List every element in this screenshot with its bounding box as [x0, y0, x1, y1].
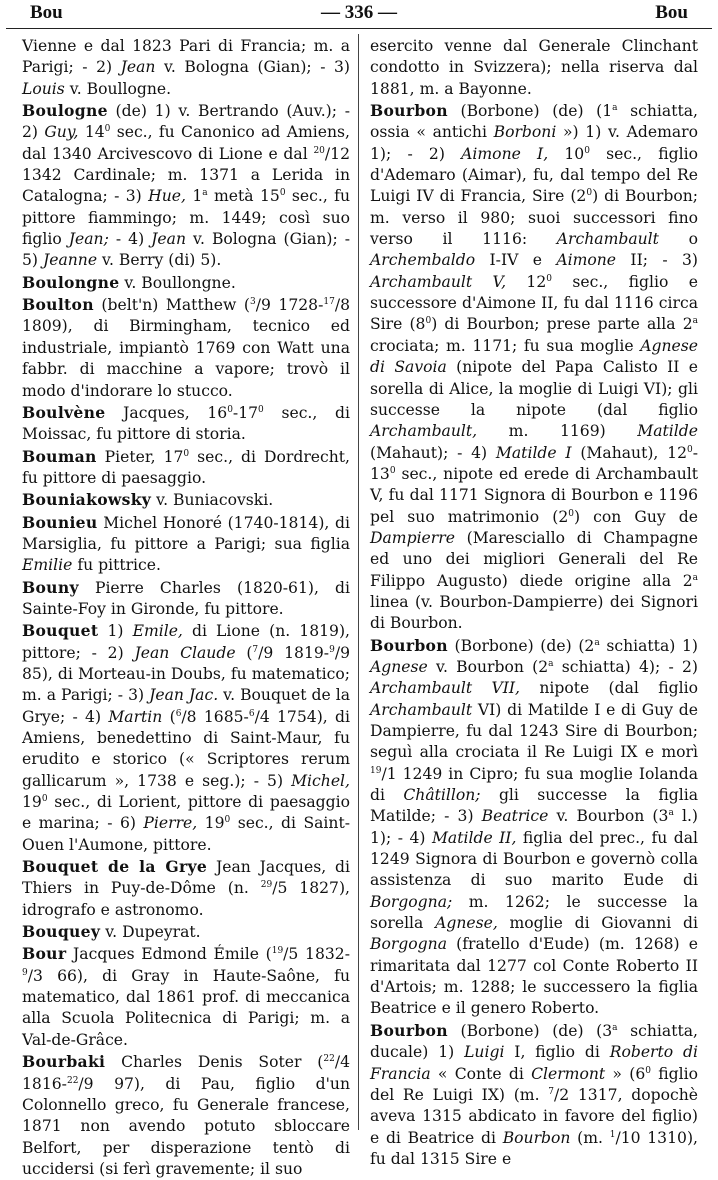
entry-headword: Boulton	[22, 295, 94, 315]
entry-text: /4 1816-	[22, 1053, 350, 1093]
superscript: 29	[260, 880, 273, 891]
italic-name: Emile,	[132, 622, 183, 641]
italic-name: Archambault V,	[370, 272, 507, 291]
entry-headword: Bour	[22, 944, 67, 964]
italic-name: Aimone I,	[461, 144, 549, 163]
italic-name: Bourbon	[502, 1128, 571, 1147]
italic-name: Matilde I	[495, 443, 572, 462]
entry-text: metà 15	[207, 187, 280, 206]
entry-text: II; - 3)	[616, 251, 698, 270]
superscript: 17	[323, 296, 335, 307]
italic-name: Beatrice	[481, 807, 549, 826]
dictionary-entry	[22, 446, 350, 490]
entry-text: (Borbone) (de) (2	[447, 636, 595, 655]
entry-headword: Boulvène	[22, 402, 106, 422]
entry-text: (fratello d'Eude) (m. 1268) e rimaritata dal 1277 col Conte Roberto II d'Artois; m. 1288; le successero la figlia Beatrice e il genero Roberto.	[370, 935, 698, 1018]
superscript: 0	[389, 465, 396, 476]
superscript: a	[668, 808, 674, 819]
superscript: 3	[249, 296, 256, 307]
superscript: 9	[329, 644, 335, 655]
entry-text: Pieter, 17	[96, 447, 184, 466]
superscript: 9	[22, 967, 28, 978]
entry-text: schiatta, ducale) 1)	[370, 1021, 698, 1062]
entry-text: v. Bourbon (3	[548, 807, 669, 826]
superscript: 19	[271, 946, 284, 957]
entry-continuation	[370, 36, 698, 100]
entry-text: ) con Guy de	[574, 507, 698, 526]
entry-headword: Bourbaki	[22, 1052, 106, 1072]
entry-text: v. Bologna (Gian); - 5)	[22, 230, 350, 270]
entry-text: gli successe la figlia Matilde; - 3)	[370, 786, 698, 826]
superscript: 0	[258, 404, 264, 415]
superscript: 0	[227, 404, 233, 415]
italic-name: Jean;	[68, 230, 109, 249]
entry-text: (Mahaut), 12	[571, 443, 687, 462]
italic-name: Archambault VII,	[370, 679, 521, 698]
entry-text: ) di Bourbon; prese parte alla 2	[431, 315, 693, 334]
page-number: — 336 —	[321, 2, 397, 23]
italic-name: Clermont	[531, 1064, 606, 1083]
entry-text: /9 97), di Pau, figlio d'un Colonnello greco, fu Generale francese, 1871 non avendo potuto sbloccare Belfort, per disperazione tentò di uccidersi (si ferì gravemente; il suo	[22, 1074, 350, 1178]
entry-text: /8 1809), di Birmingham, tecnico ed industriale, impiantò 1769 con Watt una fabbr. di macchine a vapore; trovò il modo d'indorare lo stucco.	[22, 296, 350, 400]
italic-name: Guy,	[44, 123, 79, 142]
superscript: 22	[66, 1075, 79, 1086]
superscript: a	[612, 1022, 618, 1033]
entry-text: crociata; m. 1171; fu sua moglie	[370, 336, 641, 355]
superscript: 0	[568, 508, 574, 519]
entry-headword: Bourbon	[370, 1020, 448, 1040]
superscript: 6	[175, 708, 182, 719]
dictionary-entry	[22, 577, 350, 621]
italic-name: Borgogna;	[370, 892, 453, 911]
entry-text: (Maresciallo di Champagne ed uno dei migliori Generali del Re Filippo Augusto) diede origine alla 2	[370, 528, 698, 590]
entry-text: /12 1342 Cardinale; m. 1371 a Lerida in Catalogna; - 3)	[22, 144, 350, 206]
entry-text: /9 85), di Morteau-in Doubs, fu matematico; m. a Parigi; - 3)	[22, 643, 350, 705]
entry-text: sec., fu pittore fiammingo; m. 1449; così suo figlio	[22, 187, 350, 249]
entry-text: 10	[548, 144, 585, 163]
entry-text: (Mahaut); - 4)	[370, 443, 496, 462]
entry-text: o	[658, 230, 698, 249]
dictionary-entry	[22, 489, 350, 511]
entry-text: (nipote del Papa Calisto II e sorella di Alice, la moglie di Luigi VI); gli successe la nipote (dal figlio	[370, 358, 698, 419]
header-left-guideword: Bou	[30, 2, 63, 23]
superscript: 0	[546, 273, 552, 284]
italic-name: Agnese,	[435, 914, 498, 933]
italic-name: Dampierre	[370, 528, 455, 547]
entry-headword: Bouquet de la Grye	[22, 857, 208, 877]
entry-text: /2 1317, dopochè aveva 1315 abdicato in favore del figlio) e di Beatrice di	[370, 1085, 698, 1147]
superscript: a	[548, 658, 554, 669]
entry-text: 1)	[98, 622, 133, 641]
entry-text: ) di Bourbon; m. verso il 980; suoi successori fino verso il 1116:	[370, 187, 698, 249]
entry-text: /9 1728-	[255, 296, 324, 315]
entry-text: sec., di Dordrecht, fu pittore di paesaggio.	[22, 447, 351, 487]
italic-name: Hue,	[148, 187, 186, 206]
entry-text: 19	[22, 793, 42, 812]
superscript: a	[692, 316, 698, 327]
superscript: a	[594, 637, 600, 648]
entry-text: sec., nipote ed erede di Archambault V, fu dal 1171 Signora di Bourbon e 1196 pel suo matrimonio (2	[370, 464, 698, 526]
right-column	[370, 36, 698, 1170]
entry-text: /8 1685-	[181, 707, 249, 726]
dictionary-entry	[370, 1020, 698, 1170]
entry-text: Pierre Charles (1820-61), di Sainte-Foy in Gironde, fu pittore.	[22, 578, 350, 618]
entry-text: (	[235, 643, 253, 662]
left-column	[22, 36, 350, 1180]
entry-headword: Bouquet	[22, 621, 99, 641]
italic-name: Martin	[108, 707, 163, 726]
superscript: 0	[645, 1065, 651, 1076]
entry-text: fu pittrice.	[72, 556, 161, 575]
italic-name: Archambault,	[370, 422, 478, 441]
italic-name: Aimone	[556, 251, 617, 270]
entry-text: (Borbone) (de) (1	[447, 102, 613, 121]
entry-text: di Lione (n. 1819), pittore; - 2)	[22, 622, 351, 662]
dictionary-entry	[22, 943, 350, 1051]
italic-name: Châtillon;	[403, 786, 481, 805]
entry-text: 14	[78, 123, 105, 142]
italic-name: Jean Claude	[134, 643, 236, 662]
entry-text: /10 1310), fu dal 1315 Sire e	[370, 1128, 698, 1168]
entry-text: /4 1754), di Amiens, benedettino di Saint-Maur, fu erudito e storico (« Scriptores rerum gallicarum », 1738 e seg.); - 5)	[22, 707, 350, 790]
entry-text: sec., figlio d'Ademaro (Aimar), fu, dal tempo del Re Luigi IV di Francia, Sire (2	[370, 144, 698, 206]
entry-text: v. Bologna (Gian); - 3)	[155, 58, 350, 77]
italic-name: Borgogna	[370, 935, 447, 954]
dictionary-entry	[22, 921, 350, 943]
entry-text: linea (v. Bourbon-Dampierre) dei Signori di Bourbon.	[370, 592, 698, 633]
italic-name: Archambault	[370, 700, 473, 719]
entry-text: m. 1169)	[477, 422, 638, 441]
italic-name: Archambault	[556, 230, 659, 249]
italic-name: Emilie	[22, 556, 73, 575]
running-header	[0, 0, 718, 26]
dictionary-entry	[22, 294, 350, 402]
entry-text: schiatta) 1)	[599, 636, 698, 655]
entry-headword: Boulongne	[22, 272, 120, 292]
entry-text: VI) di Matilde I e di Guy de Dampierre, fu dal 1243 Sire di Bourbon; seguì alla crociata il Re Luigi IX e morì	[370, 700, 698, 762]
entry-text: v. Dupeyrat.	[100, 923, 201, 942]
entry-text: « Conte di	[430, 1064, 532, 1083]
entry-text: (m.	[570, 1128, 610, 1147]
dictionary-entry	[370, 100, 698, 635]
italic-name: Jean Jac.	[149, 686, 219, 705]
superscript: 0	[41, 793, 48, 804]
entry-text: - 4)	[108, 230, 152, 249]
dictionary-entry	[22, 272, 350, 294]
superscript: a	[692, 572, 698, 583]
italic-name: Jeanne	[42, 251, 98, 270]
entry-text: (	[162, 707, 176, 726]
superscript: 0	[224, 815, 231, 826]
entry-text: /5 1827), idrografo e astronomo.	[22, 879, 351, 919]
entry-text: schiatta, ossia « antichi	[370, 102, 698, 142]
italic-name: Louis	[22, 79, 65, 98]
superscript: 20	[313, 145, 325, 156]
italic-name: Roberto di Francia	[370, 1043, 698, 1083]
superscript: 1	[609, 1129, 616, 1140]
entry-text: Jean Jacques, di Thiers in Puy-de-Dôme (n.	[22, 858, 350, 898]
italic-name: Luigi	[464, 1043, 505, 1062]
entry-text: v. Boullongne.	[119, 273, 236, 292]
italic-name: Matilde II,	[431, 828, 517, 847]
entry-text: (Borbone) (de) (3	[447, 1021, 613, 1040]
dictionary-entry	[370, 635, 698, 1020]
entry-headword: Bouniakowsky	[22, 490, 152, 510]
entry-headword: Bourbon	[370, 635, 448, 655]
entry-text: Jacques Edmond Émile (	[66, 945, 272, 964]
column-divider	[358, 34, 359, 1130]
italic-name: Agnese	[370, 657, 428, 676]
italic-name: Archembaldo	[370, 251, 476, 270]
entry-text: figlio del Re Luigi IX) (m.	[370, 1064, 698, 1104]
superscript: 0	[183, 448, 190, 459]
entry-headword: Bouman	[22, 446, 97, 466]
superscript: a	[202, 188, 208, 199]
dictionary-entry	[22, 402, 350, 446]
entry-text: nipote (dal figlio	[520, 679, 698, 698]
entry-text: sec., di Saint-Ouen l'Aumone, pittore.	[22, 814, 350, 854]
entry-text: -17	[232, 403, 259, 422]
superscript: 7	[252, 644, 259, 655]
entry-headword: Bounieu	[22, 512, 98, 532]
header-rule	[6, 28, 712, 29]
entry-text: sec., di Lorient, pittore di paesaggio e marina; - 6)	[22, 793, 350, 833]
entry-text: I, figlio di	[504, 1043, 610, 1062]
superscript: 0	[584, 145, 590, 156]
entry-headword: Bouquey	[22, 922, 101, 942]
entry-headword: Boulogne	[22, 101, 108, 121]
italic-name: Borboni	[493, 123, 557, 142]
italic-name: Michel,	[291, 771, 350, 790]
entry-text: I-IV e	[475, 251, 557, 270]
entry-text: (belt'n) Matthew (	[93, 296, 250, 315]
entry-continuation	[22, 36, 350, 100]
entry-text: sec., figlio e successore d'Aimone II, fu dal 1116 circa Sire (8	[370, 272, 698, 334]
entry-text: 19	[197, 814, 225, 833]
entry-text: 1	[185, 187, 203, 206]
entry-text: moglie di Giovanni di	[497, 914, 698, 933]
dictionary-entry	[22, 100, 350, 272]
entry-text: v. Bouquet de la Grye; - 4)	[22, 686, 350, 726]
entry-text: (de) 1) v. Bertrando (Auv.); - 2)	[22, 102, 350, 142]
entry-text: » (6	[605, 1064, 646, 1083]
superscript: 22	[323, 1053, 335, 1064]
entry-text: l.) 1); - 4)	[370, 807, 698, 847]
entry-headword: Bourbon	[370, 101, 448, 121]
superscript: 6	[248, 708, 255, 719]
italic-name: Jean	[151, 230, 186, 249]
superscript: a	[612, 102, 618, 113]
entry-text: ») 1) v. Ademaro 1); - 2)	[370, 123, 698, 163]
entry-text: Charles Denis Soter (	[105, 1053, 324, 1072]
entry-text: Jacques, 16	[105, 403, 228, 422]
dictionary-entry	[22, 512, 350, 577]
entry-text: v. Berry (di) 5).	[97, 251, 222, 270]
dictionary-entry	[22, 856, 350, 921]
superscript: 19	[370, 765, 382, 776]
superscript: 0	[586, 188, 593, 199]
superscript: 0	[425, 316, 432, 327]
dictionary-entry	[22, 1051, 350, 1180]
entry-text: schiatta) 4); - 2)	[553, 657, 698, 676]
superscript: 0	[104, 124, 111, 135]
entry-text: Michel Honoré (1740-1814), di Marsiglia, fu pittore a Parigi; sua figlia	[22, 513, 350, 553]
entry-text: esercito venne dal Generale Clinchant condotto in Svizzera); nella riserva dal 1881, m. a Bayonne.	[370, 37, 698, 98]
italic-name: Jean	[120, 58, 156, 77]
superscript: 0	[279, 188, 286, 199]
entry-text: v. Buniacovski.	[151, 491, 274, 510]
italic-name: Matilde	[637, 422, 698, 441]
entry-text: sec., fu Canonico ad Amiens, dal 1340 Arcivescovo di Lione e dal	[22, 123, 350, 163]
entry-text: /1 1249 in Cipro; fu sua moglie Iolanda di	[370, 764, 698, 805]
entry-text: -13	[370, 443, 699, 483]
dictionary-entry	[22, 620, 350, 856]
entry-text: 12	[506, 272, 547, 291]
italic-name: Agnese di Savoia	[370, 336, 698, 377]
entry-text: /9 1819-	[258, 643, 330, 662]
entry-text: /3 66), di Gray in Haute-Saône, fu matematico, dal 1861 prof. di meccanica alla Scuola Politecnica di Parigi; m. a Val-de-Grâce.	[22, 966, 350, 1049]
entry-text: m. 1262; le successe la sorella	[370, 892, 698, 933]
superscript: 7	[548, 1086, 554, 1097]
entry-text: /5 1832-	[283, 945, 351, 964]
entry-text: figlia del prec., fu dal 1249 Signora di Bourbon e governò colla assistenza di suo marito Eude di	[370, 828, 699, 890]
header-right-guideword: Bou	[655, 2, 688, 23]
entry-headword: Bouny	[22, 577, 79, 597]
entry-text: Vienne e dal 1823 Pari di Francia; m. a Parigi; - 2)	[22, 37, 350, 77]
entry-text: v. Bourbon (2	[427, 657, 549, 676]
entry-text: v. Boullogne.	[64, 79, 172, 98]
entry-text: sec., di Moissac, fu pittore di storia.	[22, 403, 350, 444]
italic-name: Pierre,	[143, 814, 198, 833]
superscript: 0	[687, 444, 693, 455]
